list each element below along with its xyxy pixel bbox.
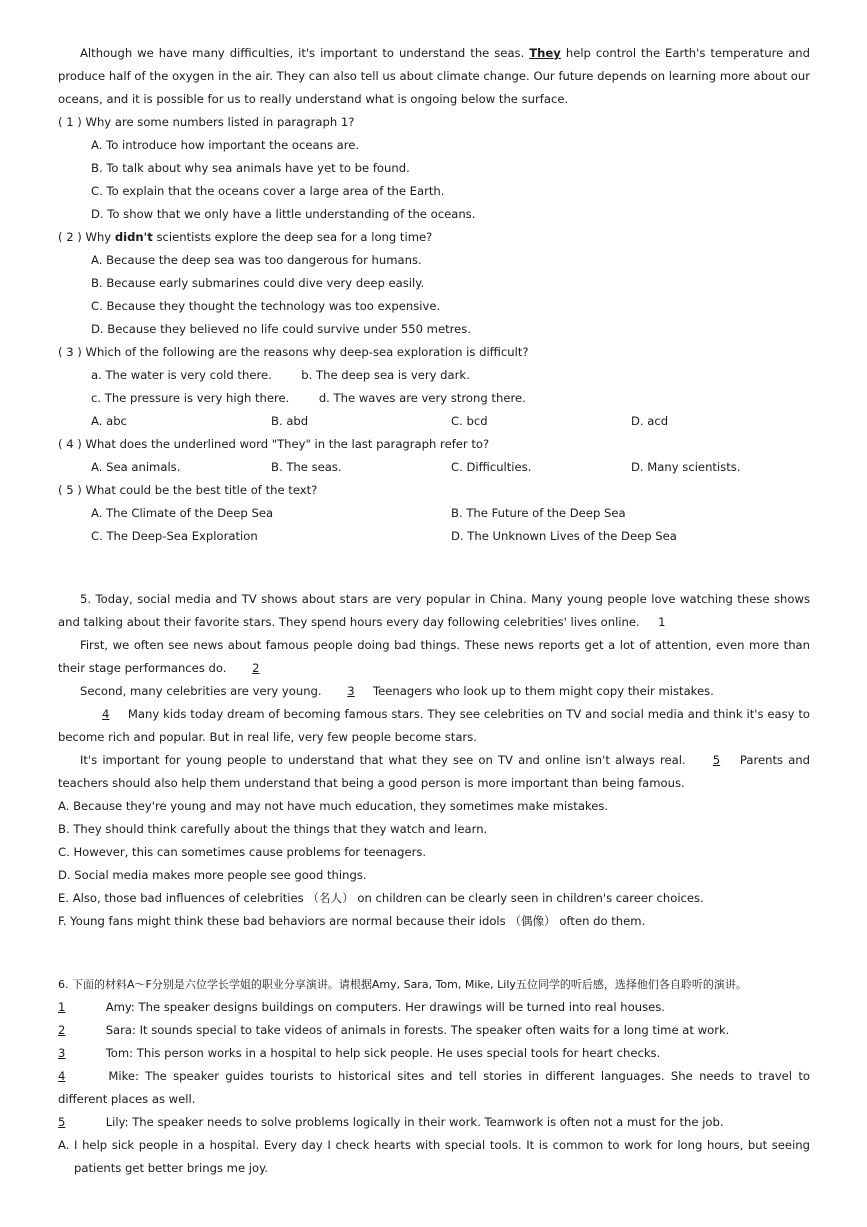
underlined-word-they: They bbox=[529, 46, 561, 60]
blank-3[interactable]: 3 bbox=[347, 684, 355, 698]
answer-blank[interactable]: 5 bbox=[58, 1115, 66, 1129]
student-line: 1 Amy: The speaker designs buildings on computers. Her drawings will be turned into real houses. bbox=[58, 996, 810, 1019]
option[interactable]: B. They should think carefully about the things that they watch and learn. bbox=[58, 822, 488, 836]
student-line: 2 Sara: It sounds special to take videos of animals in forests. The speaker often waits for a long time at work. bbox=[58, 1019, 810, 1042]
option[interactable]: B. The Future of the Deep Sea bbox=[451, 506, 626, 520]
passage4-paragraph: Although we have many difficulties, it's important to understand the seas. They help control the Earth's temperature and produce half of the oxygen in the air. They can also tell us about climate change. Our future depends on learning more about our oceans, and it is possible for us to really understand what is ongoing below the surface. bbox=[58, 46, 811, 106]
blank-2[interactable]: 2 bbox=[252, 661, 260, 675]
options-row bbox=[58, 456, 810, 479]
question-2: ( 2 ) Why didn't scientists explore the deep sea for a long time? bbox=[58, 230, 433, 244]
passage5-paragraph-5: It's important for young people to understand that what they see on TV and online isn't always real. 5 Parents and teachers should also help them understand that being a good person is more important than being famous. bbox=[58, 749, 810, 795]
answer-blank[interactable]: 3 bbox=[58, 1046, 66, 1060]
option[interactable]: A. Because they're young and may not have much education, they sometimes make mistakes. bbox=[58, 799, 609, 813]
option[interactable]: C. bcd bbox=[451, 414, 488, 428]
blank-5[interactable]: 5 bbox=[712, 753, 721, 767]
option[interactable]: C. The Deep-Sea Exploration bbox=[91, 529, 258, 543]
options-row bbox=[58, 502, 810, 525]
option[interactable]: A. abc bbox=[91, 414, 127, 428]
question-4: ( 4 ) What does the underlined word "They" in the last paragraph refer to? bbox=[58, 437, 490, 451]
speech-option-a[interactable]: A. I help sick people in a hospital. Every day I check hearts with special tools. It is common to work for long hours, but seeing patients get better brings me joy. bbox=[58, 1138, 810, 1175]
option[interactable]: C. However, this can sometimes cause problems for teenagers. bbox=[58, 845, 427, 859]
option[interactable]: E. Also, those bad influences of celebrities （名人） on children can be clearly seen in children's career choices. bbox=[58, 891, 704, 905]
option[interactable]: B. Because early submarines could dive very deep easily. bbox=[91, 276, 425, 290]
blank-1[interactable]: 1 bbox=[658, 615, 666, 629]
passage5-paragraph-1: 5. Today, social media and TV shows about stars are very popular in China. Many young people love watching these shows and talking about their favorite stars. They spend hours every day following celebrities' lives online. 1 bbox=[58, 592, 810, 629]
option[interactable]: B. To talk about why sea animals have yet to be found. bbox=[91, 161, 410, 175]
option[interactable]: D. Because they believed no life could survive under 550 metres. bbox=[91, 322, 472, 336]
option[interactable]: D. The Unknown Lives of the Deep Sea bbox=[451, 529, 677, 543]
option[interactable]: A. The Climate of the Deep Sea bbox=[91, 506, 274, 520]
student-line: 5 Lily: The speaker needs to solve problems logically in their work. Teamwork is often not a must for the job. bbox=[58, 1111, 810, 1134]
student-line: 3 Tom: This person works in a hospital to help sick people. He uses special tools for heart checks. bbox=[58, 1042, 810, 1065]
option[interactable]: B. abd bbox=[271, 414, 309, 428]
answer-blank[interactable]: 1 bbox=[58, 1000, 66, 1014]
option[interactable]: D. To show that we only have a little understanding of the oceans. bbox=[91, 207, 476, 221]
options-row bbox=[58, 410, 810, 433]
option[interactable]: A. To introduce how important the oceans are. bbox=[91, 138, 360, 152]
passage5-paragraph-2: First, we often see news about famous people doing bad things. These news reports get a lot of attention, even more than their stage performances do. 2 bbox=[58, 634, 810, 680]
statement-items: a. The water is very cold there. b. The deep sea is very dark. bbox=[91, 368, 470, 382]
option[interactable]: F. Young fans might think these bad behaviors are normal because their idols （偶像） often do them. bbox=[58, 914, 646, 928]
answer-blank[interactable]: 2 bbox=[58, 1023, 66, 1037]
option[interactable]: D. Many scientists. bbox=[631, 460, 741, 474]
question-1: ( 1 ) Why are some numbers listed in paragraph 1? bbox=[58, 115, 355, 129]
option[interactable]: A. Sea animals. bbox=[91, 460, 181, 474]
option[interactable]: A. Because the deep sea was too dangerous for humans. bbox=[91, 253, 422, 267]
passage5-paragraph-3: Second, many celebrities are very young. 3 Teenagers who look up to them might copy their mistakes. bbox=[58, 680, 810, 703]
student-line: 4 Mike: The speaker guides tourists to historical sites and tell stories in different languages. She needs to travel to different places as well. bbox=[58, 1065, 810, 1111]
option[interactable]: D. Social media makes more people see good things. bbox=[58, 868, 367, 882]
option[interactable]: C. Difficulties. bbox=[451, 460, 532, 474]
blank-4[interactable]: 4 bbox=[102, 707, 110, 721]
passage5-paragraph-4: 4 Many kids today dream of becoming famous stars. They see celebrities on TV and social media and think it's easy to become rich and popular. But in real life, very few people become stars. bbox=[58, 703, 810, 749]
option[interactable]: D. acd bbox=[631, 414, 669, 428]
passage6-intro: 6. 下面的材料A～F分别是六位学长学姐的职业分享演讲。请根据Amy, Sara, Tom, Mike, Lily五位同学的听后感，选择他们各自聆听的演讲。 bbox=[58, 978, 747, 991]
option[interactable]: C. To explain that the oceans cover a large area of the Earth. bbox=[91, 184, 445, 198]
statement-items: c. The pressure is very high there. d. The waves are very strong there. bbox=[91, 391, 526, 405]
question-3: ( 3 ) Which of the following are the reasons why deep-sea exploration is difficult? bbox=[58, 345, 529, 359]
document-page bbox=[58, 42, 810, 1180]
options-row bbox=[58, 525, 810, 548]
option[interactable]: C. Because they thought the technology was too expensive. bbox=[91, 299, 441, 313]
answer-blank[interactable]: 4 bbox=[58, 1069, 66, 1083]
question-5: ( 5 ) What could be the best title of the text? bbox=[58, 483, 318, 497]
option[interactable]: B. The seas. bbox=[271, 460, 342, 474]
